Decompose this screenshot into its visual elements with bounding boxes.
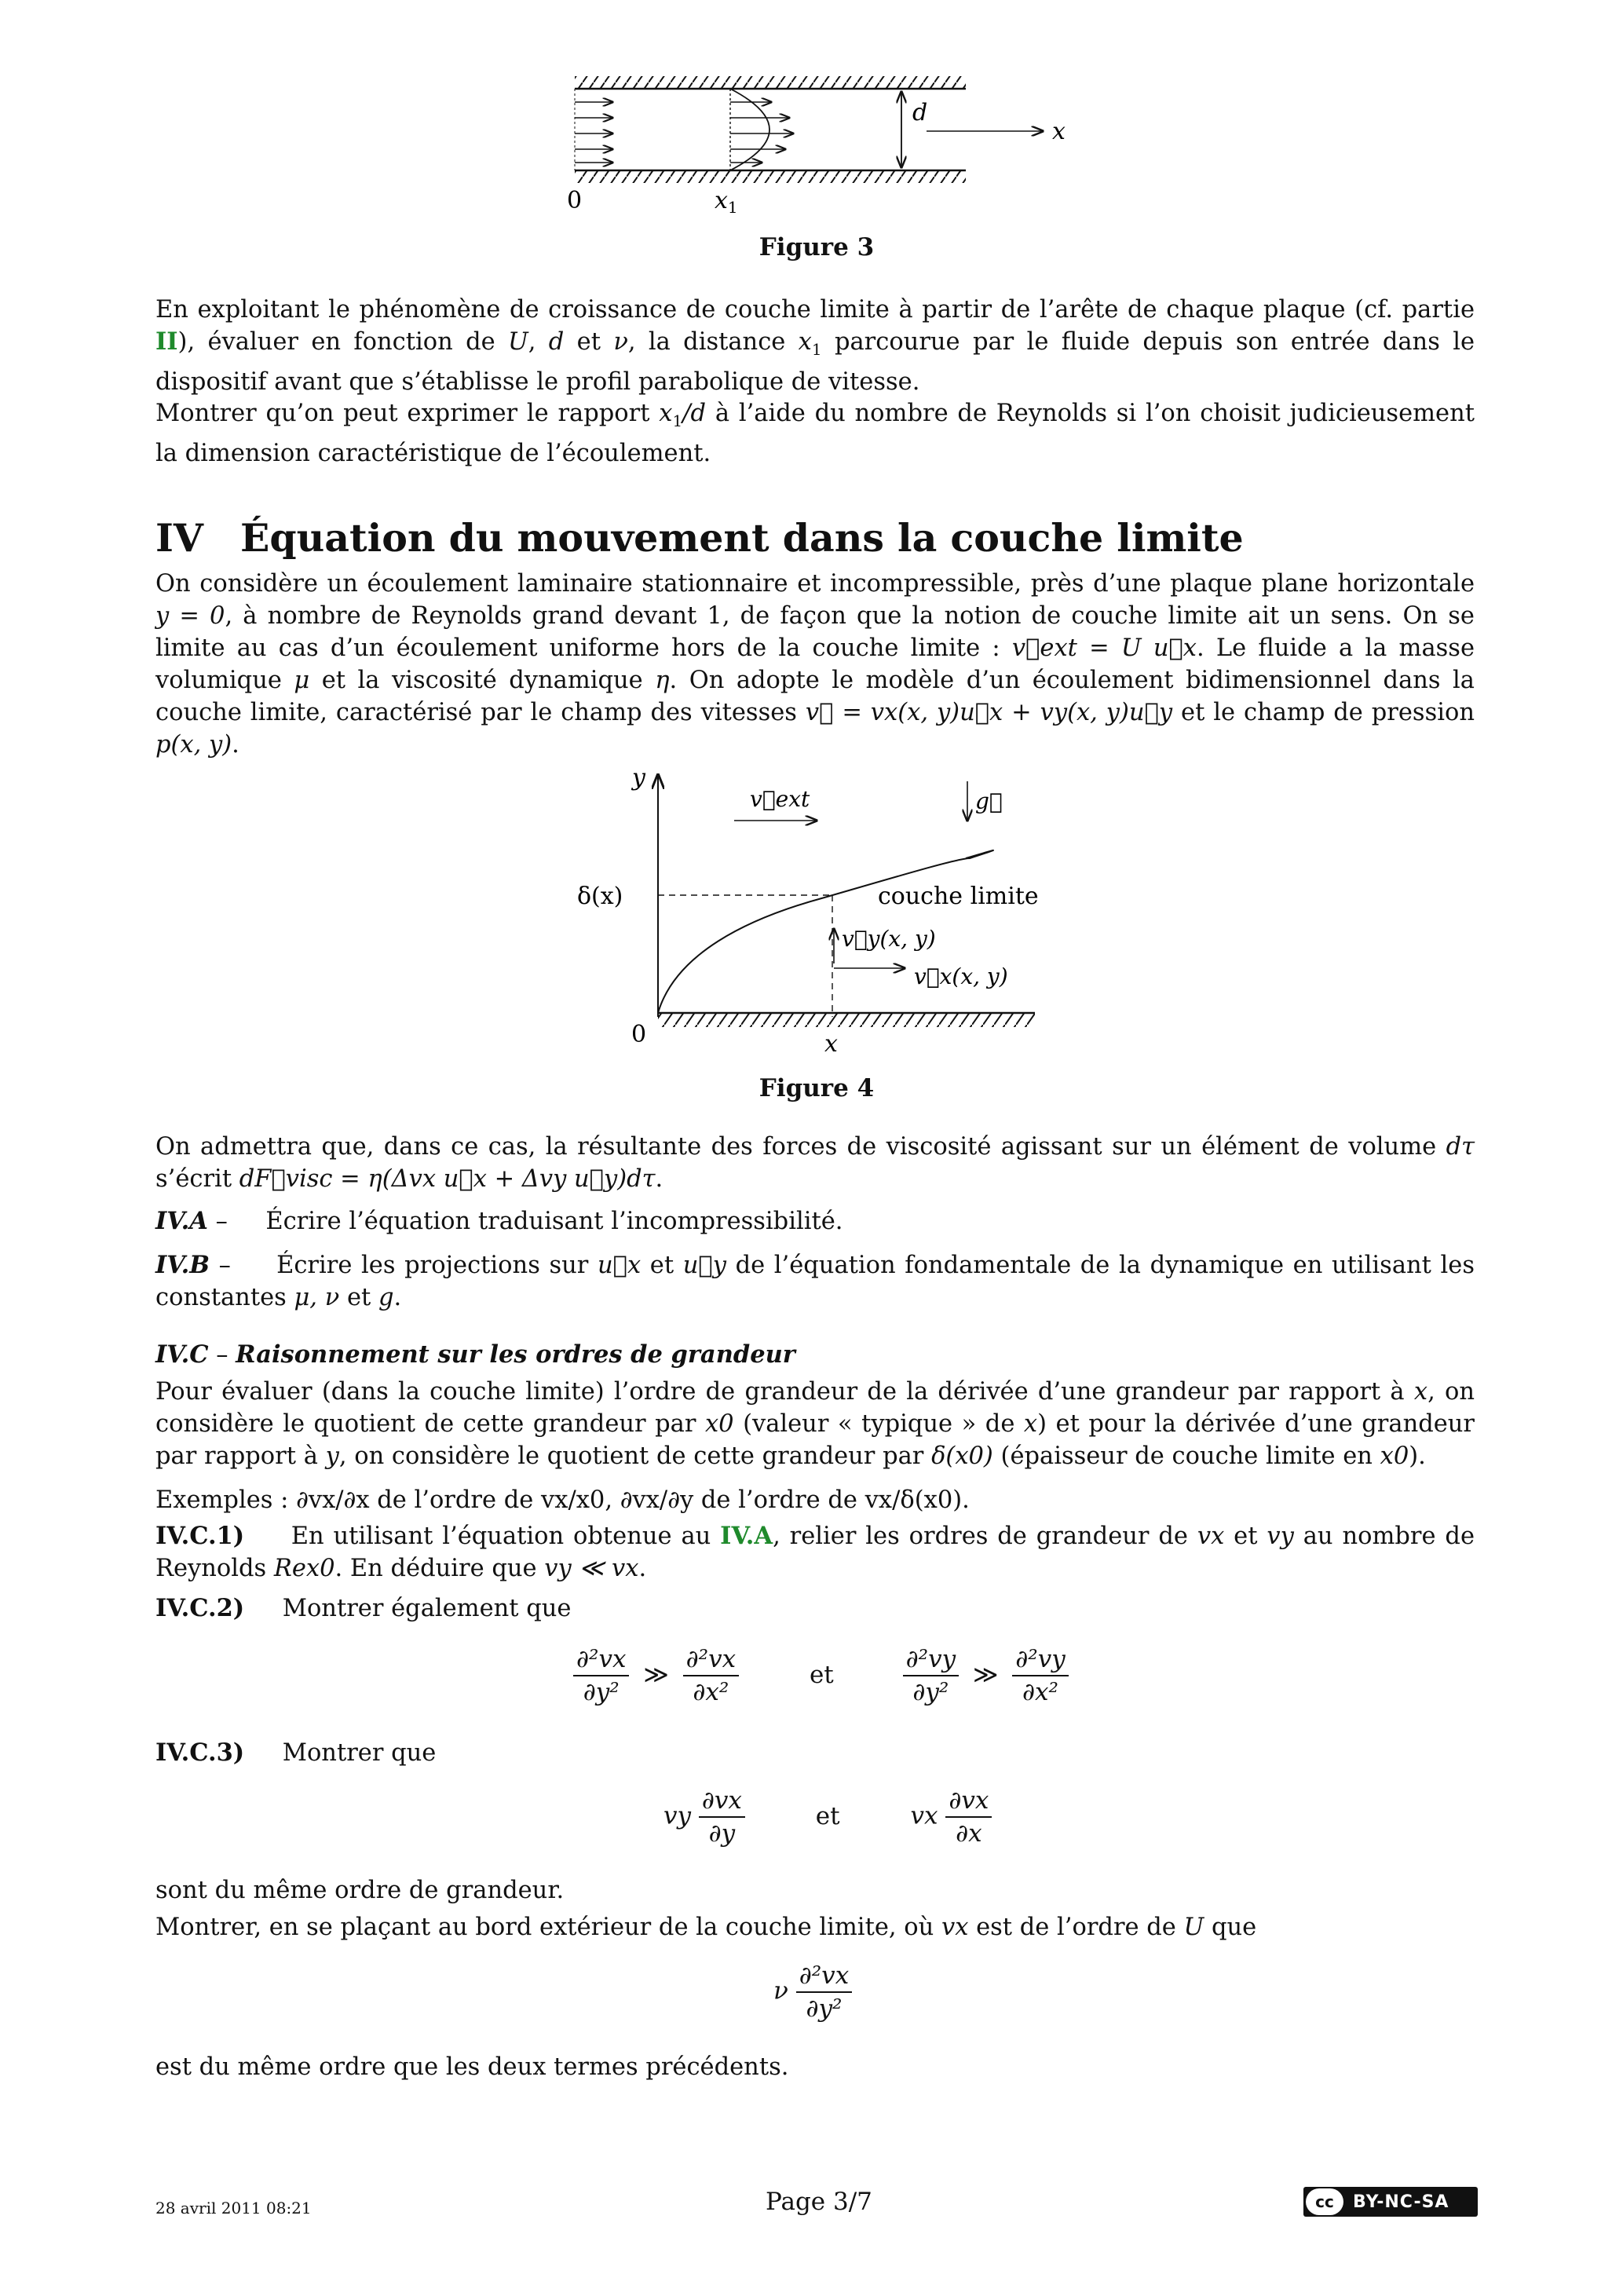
footer-date: 28 avril 2011 08:21 (155, 2199, 312, 2217)
license-badge[interactable] (1303, 2187, 1478, 2217)
equation-c2: $\frac{\text{∂²vx}}{\text{∂y²}}$ ≫ $\frac{\text{∂²vx}}{\text{∂x²}}$ et $\frac{\text{∂²vy}}{\text{∂y²}}$ ≫ $\frac{\text{∂²vy}}{\text{∂x²}}$ (573, 1645, 1069, 1706)
figure-3-caption: Figure 3 (758, 233, 875, 261)
question-iv-c-1: IV.C.1) En utilisant l’équation obtenue au IV.A, relier les ordres de grandeur de vx et vy au nombre de Reynolds Rex0. En déduire que vy ≪ vx. (155, 1522, 1475, 1582)
label-x: x (1052, 118, 1066, 145)
inlet-arrows (575, 102, 612, 163)
figure-4-caption: Figure 4 (758, 1074, 875, 1102)
figure-4 (565, 758, 1068, 1064)
label-g: g⃗ (975, 788, 1003, 814)
question-iv-c-body: Pour évaluer (dans la couche limite) l’ordre de grandeur de la dérivée d’une grandeur par rapport à x, on considère le quotient de cette grandeur par x0 (valeur « typique » de x) et pour la dérivée d’une grandeur par rapport à y, on considère le quotient de cette grandeur par δ(x0) (épaisseur de couche limite en x0). (155, 1378, 1475, 1470)
label-d: d (912, 99, 928, 126)
question-iv-c-2: IV.C.2) Montrer également que (155, 1594, 572, 1622)
label-vext: v⃗ext (750, 786, 810, 812)
label-vy: v⃗y(x, y) (842, 926, 936, 952)
label-x1: $x_1$ (715, 187, 738, 217)
label-couche: couche limite (878, 883, 1039, 910)
figure-3 (550, 67, 1099, 224)
plate-hatch (658, 1013, 1035, 1027)
label-0: 0 (567, 187, 583, 214)
paragraph-1: En exploitant le phénomène de croissance de couche limite à partir de l’arête de chaque plaque (cf. partie II), évaluer en fonction de U, d et ν, la distance $x_1$ parcourue par le fluide depuis son entrée dans le dispositif avant que s’établisse le profil parabolique de vitesse. (155, 296, 1475, 397)
paragraph-3: On considère un écoulement laminaire stationnaire et incompressible, près d’une plaque plane horizontale y = 0, à nombre de Reynolds grand devant 1, de façon que la notion de couche limite ait un sens. On se limite au cas d’un écoulement uniforme hors de la couche limite : v⃗ext = U u⃗x. Le fluide a la masse volumique μ et la viscosité dynamique η. On adopte le modèle d’un écoulement bidimensionnel dans la couche limite, caractérisé par le champ des vitesses v⃗ = vx(x, y)u⃗x + vy(x, y)u⃗y et le champ de pression p(x, y). (155, 570, 1475, 759)
top-wall-hatch (575, 76, 966, 89)
paragraph-4: On admettra que, dans ce cas, la résultante des forces de viscosité agissant sur un élément de volume dτ s’écrit dF⃗visc = η(Δvx u⃗x + Δvy u⃗y)dτ. (155, 1133, 1475, 1193)
label-vx: v⃗x(x, y) (914, 963, 1008, 989)
label-x: x (824, 1030, 838, 1058)
parabolic-profile (730, 89, 793, 170)
equation-c3: vy $\frac{\partial vx}{\partial y}$ et vx $\frac{\partial vx}{\partial x}$ (663, 1786, 992, 1848)
bottom-wall-hatch (575, 170, 966, 183)
text-same-order: sont du même ordre de grandeur. (155, 1877, 565, 1904)
question-iv-c-examples: Exemples : ∂vx/∂x de l’ordre de vx/x0, ∂vx/∂y de l’ordre de vx/δ(x0). (155, 1486, 970, 1514)
label-y: y (632, 764, 645, 792)
paragraph-2: Montrer qu’on peut exprimer le rapport $x_1/d$ à l’aide du nombre de Reynolds si l’on choisit judicieusement la dimension caractéristique de l’écoulement. (155, 400, 1475, 468)
equation-c3b: ν $\frac{\text{∂²vx}}{\text{∂y²}}$ (773, 1961, 852, 2023)
question-iv-a: IV.A – Écrire l’équation traduisant l’incompressibilité. (155, 1207, 843, 1235)
license-label: BY-NC-SA (1353, 2192, 1449, 2212)
question-iv-c-3: IV.C.3) Montrer que (155, 1738, 437, 1767)
label-0: 0 (631, 1021, 647, 1048)
ref-part-ii[interactable]: II (155, 327, 178, 356)
question-iv-b: IV.B – Écrire les projections sur u⃗x et u⃗y de l’équation fondamentale de la dynamique en utilisant les constantes μ, ν et g. (155, 1251, 1475, 1311)
text-outer-edge: Montrer, en se plaçant au bord extérieur de la couche limite, où vx est de l’ordre de U que (155, 1914, 1257, 1941)
footer-page: Page 3/7 (766, 2188, 872, 2216)
label-delta: δ(x) (577, 883, 623, 910)
text-end: est du même ordre que les deux termes précédents. (155, 2053, 789, 2081)
section-title: IV Équation du mouvement dans la couche limite (155, 515, 1244, 561)
cc-icon: cc (1306, 2188, 1343, 2215)
question-iv-c-heading: IV.C – Raisonnement sur les ordres de grandeur (155, 1340, 795, 1369)
ref-iv-a[interactable]: IV.A (720, 1522, 773, 1550)
